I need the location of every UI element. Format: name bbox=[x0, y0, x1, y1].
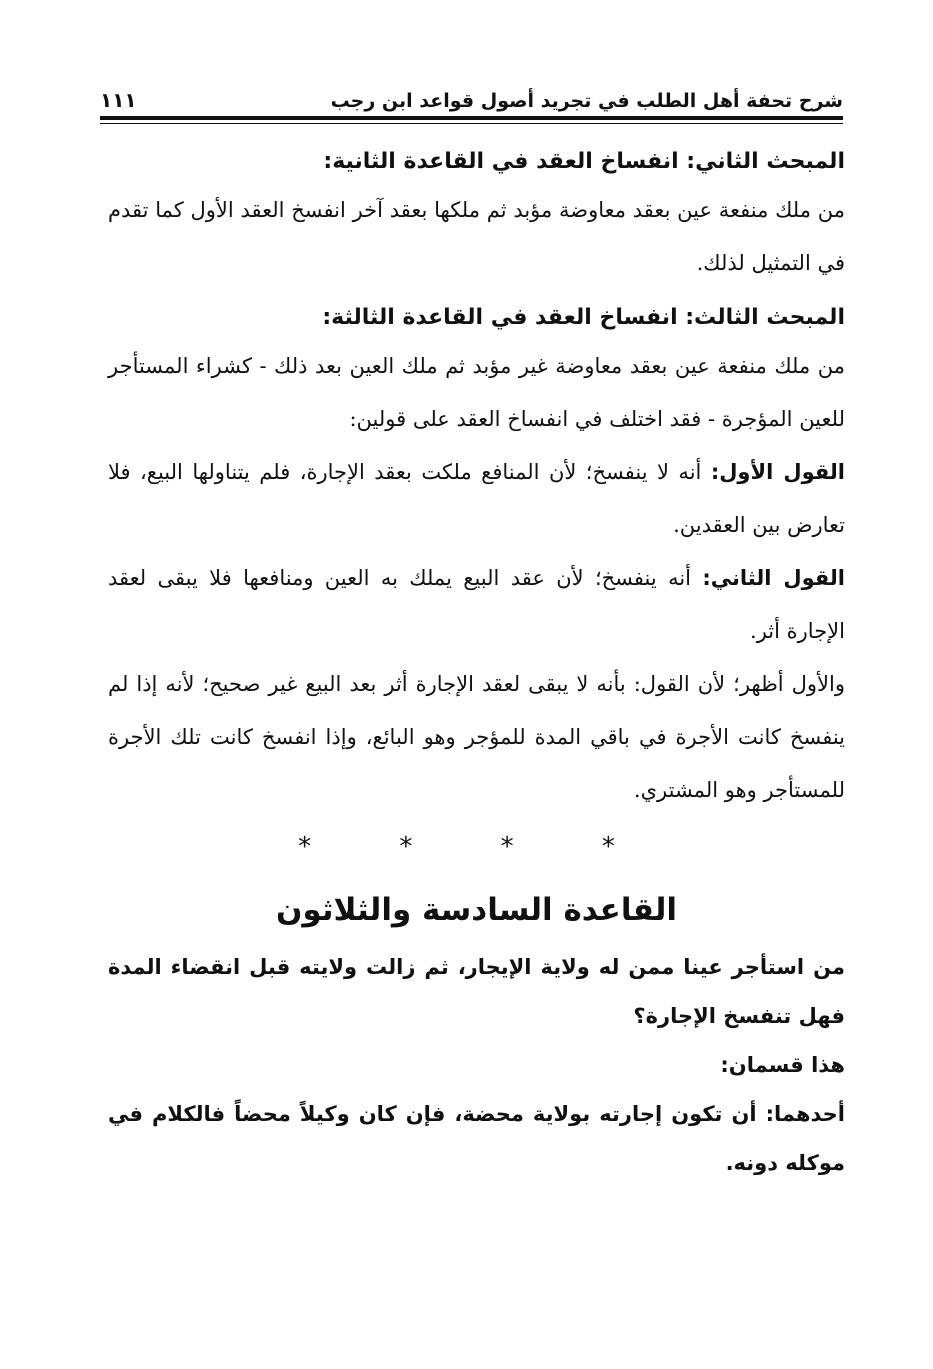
section-heading-third: المبحث الثالث: انفساخ العقد في القاعدة الثالثة: bbox=[322, 305, 845, 330]
paragraph-first-opinion bbox=[108, 446, 845, 552]
first-case-text: أن تكون إجارته بولاية محضة، فإن كان وكيلاً محضاً فالكلام في موكله دونه. bbox=[108, 1102, 845, 1175]
paragraph-preference: والأول أظهر؛ لأن القول: بأنه لا يبقى لعقد الإجارة أثر بعد البيع غير صحيح؛ لأنه إذا لم ينفسخ كانت الأجرة في باقي المدة للمؤجر وهو البائع، وإذا انفسخ كانت تلك الأجرة للمستأجر وهو المشتري. bbox=[108, 672, 845, 802]
second-opinion-text: أنه ينفسخ؛ لأن عقد البيع يملك به العين ومنافعها فلا يبقى لعقد الإجارة أثر. bbox=[108, 566, 845, 643]
section-heading-second: المبحث الثاني: انفساخ العقد في القاعدة الثانية: bbox=[323, 149, 845, 174]
page-number: ١١١ bbox=[100, 88, 137, 112]
rule-36-question: من استأجر عينا ممن له ولاية الإيجار، ثم زالت ولايته قبل انقضاء المدة فهل تنفسخ الإجارة؟ bbox=[108, 955, 845, 1028]
paragraph-second-opinion bbox=[108, 552, 845, 658]
rule-36-first-case bbox=[108, 1090, 845, 1188]
running-title: شرح تحفة أهل الطلب في تجريد أصول قواعد ابن رجب bbox=[330, 90, 843, 112]
paragraph-second-section: من ملك منفعة عين بعقد معاوضة مؤبد ثم ملكها بعقد آخر انفسخ العقد الأول كما تقدم في التمثيل لذلك. bbox=[108, 198, 845, 275]
rule-36-division: هذا قسمان: bbox=[720, 1053, 845, 1077]
first-opinion-label: القول الأول: bbox=[710, 460, 845, 484]
header-rule-thin bbox=[100, 123, 843, 124]
paragraph-third-section: من ملك منفعة عين بعقد معاوضة غير مؤبد ثم ملك العين بعد ذلك - كشراء المستأجر للعين المؤجرة - فقد اختلف في انفساخ العقد على قولين: bbox=[108, 354, 845, 431]
rule-36-title: القاعدة السادسة والثلاثون bbox=[275, 892, 678, 928]
page-header bbox=[100, 72, 843, 112]
first-case-label: أحدهما: bbox=[765, 1102, 845, 1126]
second-opinion-label: القول الثاني: bbox=[702, 566, 845, 590]
first-opinion-text: أنه لا ينفسخ؛ لأن المنافع ملكت بعقد الإجارة، فلم يتناولها البيع، فلا تعارض بين العقدين. bbox=[108, 460, 845, 537]
asterisk-separator: * * * * bbox=[298, 832, 655, 862]
page-content bbox=[108, 140, 845, 1188]
header-rule-thick bbox=[100, 116, 843, 120]
